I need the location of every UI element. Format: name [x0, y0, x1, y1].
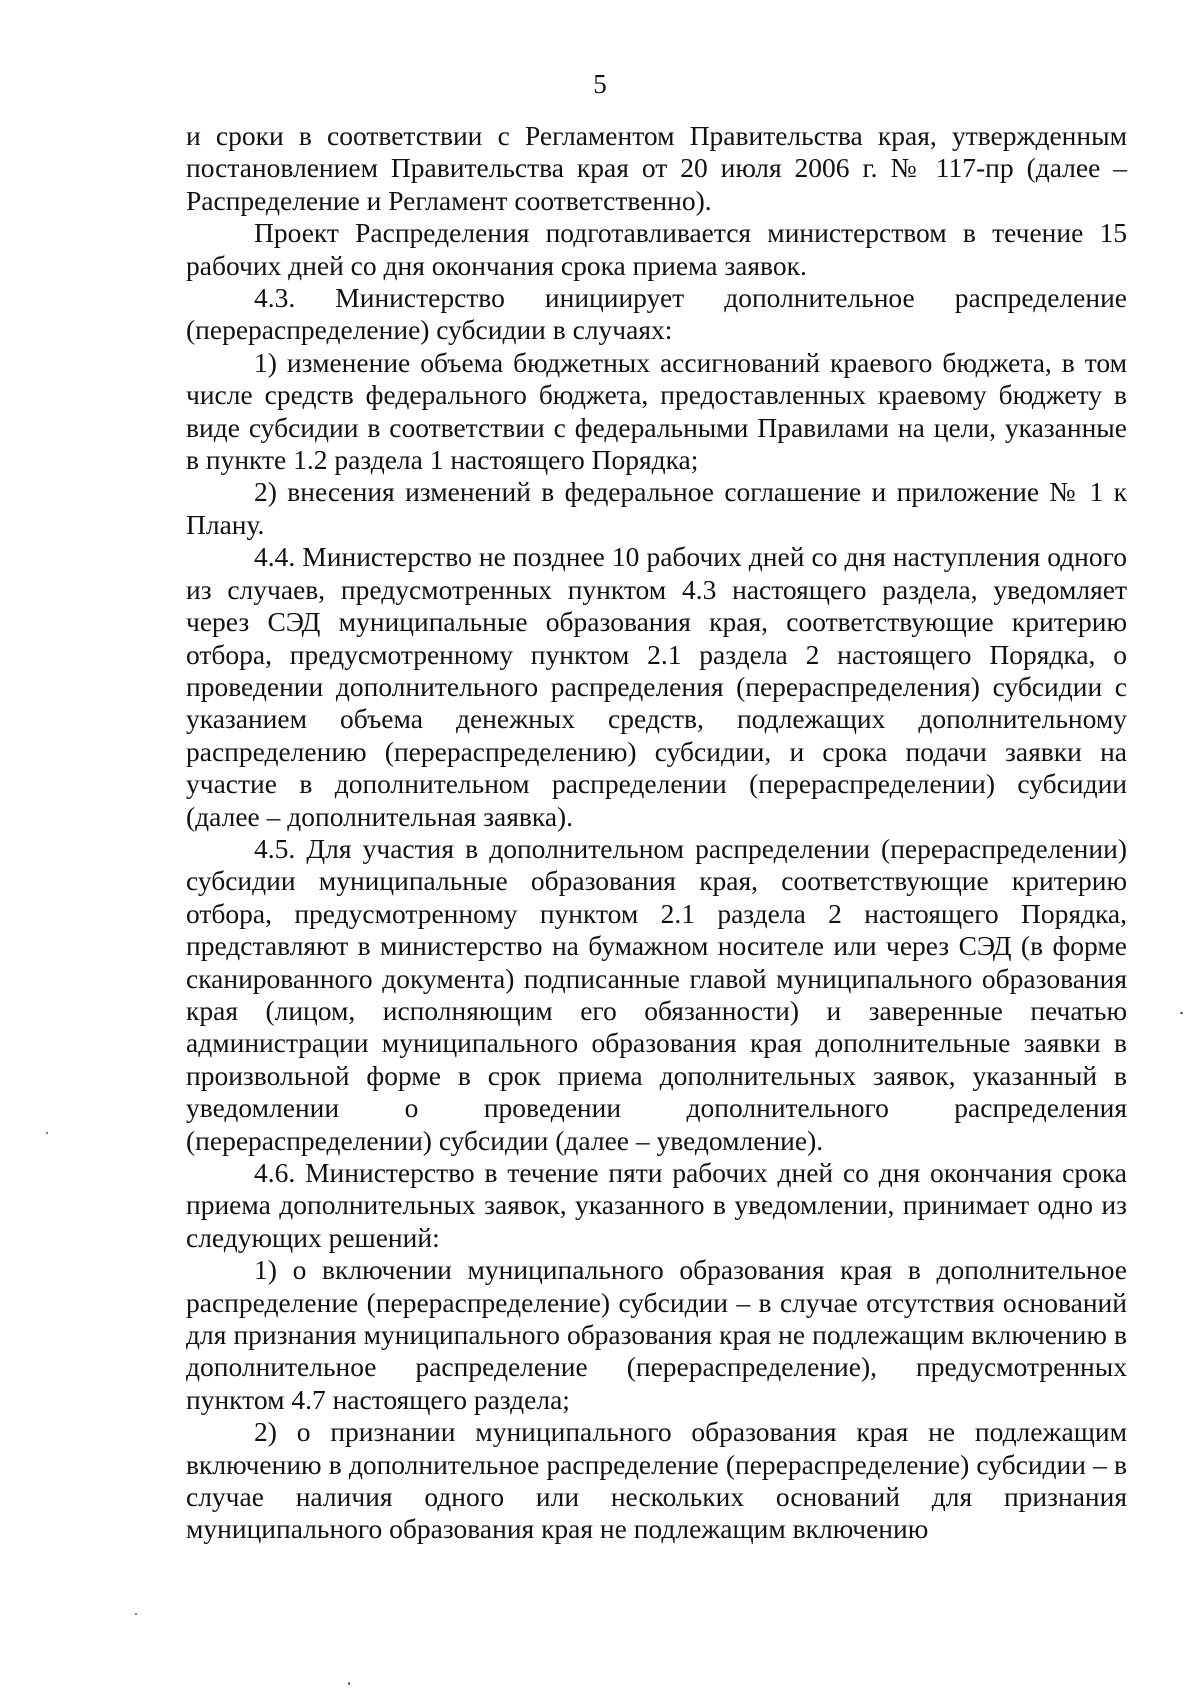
paragraph-4-3-item-2: 2) внесения изменений в федеральное соглашение и приложение № 1 к Плану.: [186, 476, 1127, 540]
paragraph-4-6-item-2: 2) о признании муниципального образования края не подлежащим включению в дополнительное распределение (перераспределение) субсидии – в случае наличия одного или нескольких оснований для признания муниципального образования края не подлежащим включению: [186, 1416, 1127, 1545]
page-number: 5: [593, 69, 607, 99]
paragraph-4-6: 4.6. Министерство в течение пяти рабочих дней со дня окончания срока приема дополнительных заявок, указанного в уведомлении, принимает одно из следующих решений:: [186, 1157, 1127, 1253]
paragraph-continuation: и сроки в соответствии с Регламентом Правительства края, утвержденным постановлением Правительства края от 20 июля 2006 г. № 117-пр (далее – Распределение и Регламент соответственно).: [186, 120, 1127, 216]
scan-speck: [135, 1613, 137, 1615]
paragraph-4-3-item-1: 1) изменение объема бюджетных ассигнований краевого бюджета, в том числе средств федерального бюджета, предоставленных краевому бюджету в виде субсидии в соответствии с федеральными Правилами на цели, указанные в пункте 1.2 раздела 1 настоящего Порядка;: [186, 346, 1127, 476]
paragraph-4-4: 4.4. Министерство не позднее 10 рабочих дней со дня наступления одного из случаев, предусмотренных пунктом 4.3 настоящего раздела, уведомляет через СЭД муниципальные образования края, соответствующие критерию отбора, предусмотренному пунктом 2.1 раздела 2 настоящего Порядка, о проведении дополнительного распределения (перераспределения) субсидии с указанием объема денежных средств, подлежащих дополнительному распределению (перераспределению) субсидии, и срока подачи заявки на участие в дополнительном распределении (перераспределении) субсидии (далее – дополнительная заявка).: [186, 541, 1127, 832]
paragraph-4-6-item-1: 1) о включении муниципального образования края в дополнительное распределение (перераспределение) субсидии – в случае отсутствия оснований для признания муниципального образования края не подлежащим включению в дополнительное распределение (перераспределение), предусмотренных пунктом 4.7 настоящего раздела;: [186, 1254, 1127, 1415]
scan-speck: [348, 1682, 350, 1685]
scan-speck: [1180, 1012, 1183, 1014]
scan-speck: [46, 1132, 48, 1134]
paragraph-4-3: 4.3. Министерство инициирует дополнительное распределение (перераспределение) субсидии в случаях:: [186, 282, 1127, 346]
document-body: [186, 120, 1127, 1546]
paragraph-distribution-draft: Проект Распределения подготавливается министерством в течение 15 рабочих дней со дня окончания срока приема заявок.: [186, 217, 1127, 281]
paragraph-4-5: 4.5. Для участия в дополнительном распределении (перераспределении) субсидии муниципальные образования края, соответствующие критерию отбора, предусмотренному пунктом 2.1 раздела 2 настоящего Порядка, представляют в министерство на бумажном носителе или через СЭД (в форме сканированного документа) подписанные главой муниципального образования края (лицом, исполняющим его обязанности) и заверенные печатью администрации муниципального образования края дополнительные заявки в произвольной форме в срок приема дополнительных заявок, указанный в уведомлении о проведении дополнительного распределения (перераспределении) субсидии (далее – уведомление).: [186, 832, 1127, 1156]
